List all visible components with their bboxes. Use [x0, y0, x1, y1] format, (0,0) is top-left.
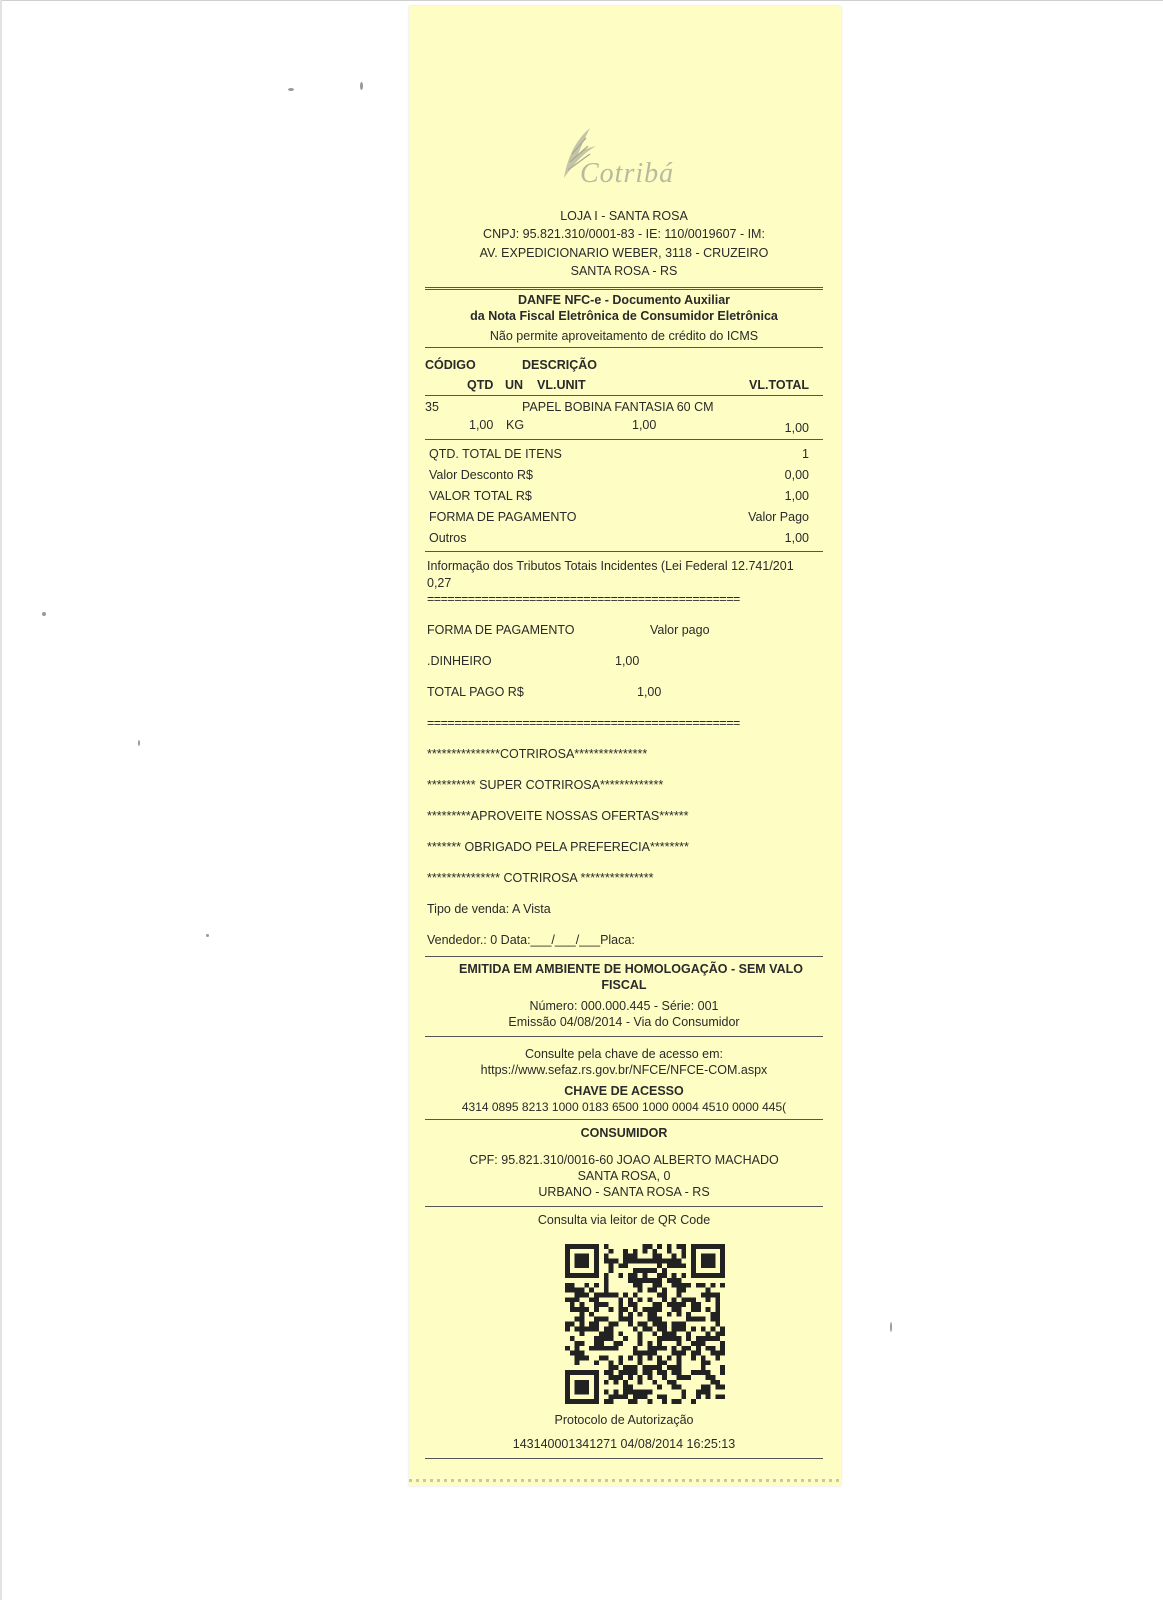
forma-pagamento-label: FORMA DE PAGAMENTO	[429, 510, 577, 524]
payment-method-value: 1,00	[615, 654, 640, 668]
logo-wordmark: Cotribá	[580, 158, 675, 189]
store-cnpj: CNPJ: 95.821.310/0001-83 - IE: 110/0019607 - IM:	[483, 227, 765, 241]
scan-speck	[42, 612, 46, 616]
protocolo-value: 143140001341271 04/08/2014 16:25:13	[512, 1437, 736, 1451]
separator: ==============================================	[427, 592, 740, 606]
separator: ==============================================	[427, 716, 740, 730]
payment-valor-label: Valor pago	[650, 623, 710, 637]
consumidor-cpf: CPF: 95.821.310/0016-60 JOAO ALBERTO MACHADO	[469, 1153, 779, 1167]
divider	[425, 439, 823, 440]
nfce-numero: Número: 000.000.445 - Série: 001	[529, 999, 719, 1013]
desconto-label: Valor Desconto R$	[429, 468, 533, 482]
consumidor-title: CONSUMIDOR	[580, 1126, 668, 1140]
scan-speck	[288, 88, 294, 91]
col-vltotal: VL.TOTAL	[749, 378, 809, 392]
divider	[425, 395, 823, 396]
protocolo-title: Protocolo de Autorização	[554, 1413, 694, 1427]
receipt	[409, 6, 841, 1486]
promo-line: *************** COTRIROSA ***************	[427, 871, 654, 885]
item-qtd: 1,00	[469, 418, 494, 432]
cotriba-logo	[560, 124, 710, 194]
total-pago-value: 1,00	[637, 685, 662, 699]
vendedor-line: Vendedor.: 0 Data:___/___/___Placa:	[427, 933, 635, 947]
valor-total-label: VALOR TOTAL R$	[429, 489, 532, 503]
item-descricao: PAPEL BOBINA FANTASIA 60 CM	[522, 400, 714, 414]
scan-speck	[138, 740, 140, 746]
payment-method: .DINHEIRO	[427, 654, 492, 668]
qtd-total-value: 1	[802, 447, 809, 461]
divider	[425, 551, 823, 552]
store-address: AV. EXPEDICIONARIO WEBER, 3118 - CRUZEIRO	[479, 246, 769, 260]
scan-edge	[0, 0, 1163, 1]
danfe-title: DANFE NFC-e - Documento Auxiliar	[517, 293, 731, 307]
divider	[425, 287, 823, 290]
col-codigo: CÓDIGO	[425, 358, 476, 372]
consulta-text: Consulte pela chave de acesso em:	[524, 1047, 724, 1061]
outros-label: Outros	[429, 531, 467, 545]
qr-code-icon	[565, 1244, 725, 1404]
total-pago-label: TOTAL PAGO R$	[427, 685, 524, 699]
scan-left-edge	[0, 0, 2, 1600]
desconto-value: 0,00	[784, 468, 809, 482]
store-name: LOJA I - SANTA ROSA	[560, 209, 688, 223]
qr-caption: Consulta via leitor de QR Code	[537, 1213, 711, 1227]
outros-value: 1,00	[784, 531, 809, 545]
item-vlunit: 1,00	[632, 418, 657, 432]
valor-pago-label: Valor Pago	[748, 510, 809, 524]
tipo-venda: Tipo de venda: A Vista	[427, 902, 551, 916]
divider	[425, 347, 823, 348]
item-vltotal: 1,00	[784, 421, 809, 435]
chave-acesso-title: CHAVE DE ACESSO	[564, 1084, 684, 1098]
item-un: KG	[506, 418, 525, 432]
col-qtd: QTD	[467, 378, 494, 392]
scan-speck	[206, 934, 209, 937]
tributos-value: 0,27	[427, 576, 452, 590]
promo-line: *********APROVEITE NOSSAS OFERTAS******	[427, 809, 689, 823]
icms-notice: Não permite aproveitamento de crédito do ICMS	[489, 329, 759, 343]
col-un: UN	[505, 378, 524, 392]
promo-line: ***************COTRIROSA***************	[427, 747, 648, 761]
nfce-emissao: Emissão 04/08/2014 - Via do Consumidor	[508, 1015, 740, 1029]
divider	[425, 1119, 823, 1120]
promo-line: ********** SUPER COTRIROSA*************	[427, 778, 664, 792]
scan-speck	[360, 82, 363, 90]
divider	[425, 1206, 823, 1207]
homologacao-title: EMITIDA EM AMBIENTE DE HOMOLOGAÇÃO - SEM VALO	[459, 962, 803, 976]
divider	[425, 1458, 823, 1459]
qtd-total-label: QTD. TOTAL DE ITENS	[429, 447, 562, 461]
payment-forma-label: FORMA DE PAGAMENTO	[427, 623, 575, 637]
consumidor-city: URBANO - SANTA ROSA - RS	[538, 1185, 710, 1199]
store-city: SANTA ROSA - RS	[570, 264, 678, 278]
divider	[425, 1036, 823, 1037]
tear-edge	[409, 1479, 841, 1482]
col-descricao: DESCRIÇÃO	[522, 358, 598, 372]
tributos-info: Informação dos Tributos Totais Incidentes (Lei Federal 12.741/201	[427, 559, 794, 573]
receipt-content	[425, 6, 823, 1486]
promo-line: ******* OBRIGADO PELA PREFERECIA********	[427, 840, 689, 854]
col-vlunit: VL.UNIT	[537, 378, 586, 392]
valor-total-value: 1,00	[784, 489, 809, 503]
consulta-url: https://www.sefaz.rs.gov.br/NFCE/NFCE-COM.aspx	[480, 1063, 768, 1077]
homologacao-title-2: FISCAL	[601, 978, 647, 992]
consumidor-address: SANTA ROSA, 0	[577, 1169, 671, 1183]
divider	[425, 956, 823, 957]
item-codigo: 35	[425, 400, 439, 414]
danfe-subtitle: da Nota Fiscal Eletrônica de Consumidor Eletrônica	[470, 309, 778, 323]
chave-acesso: 4314 0895 8213 1000 0183 6500 1000 0004 4510 0000 445(	[461, 1100, 787, 1114]
scan-speck	[890, 1322, 892, 1332]
